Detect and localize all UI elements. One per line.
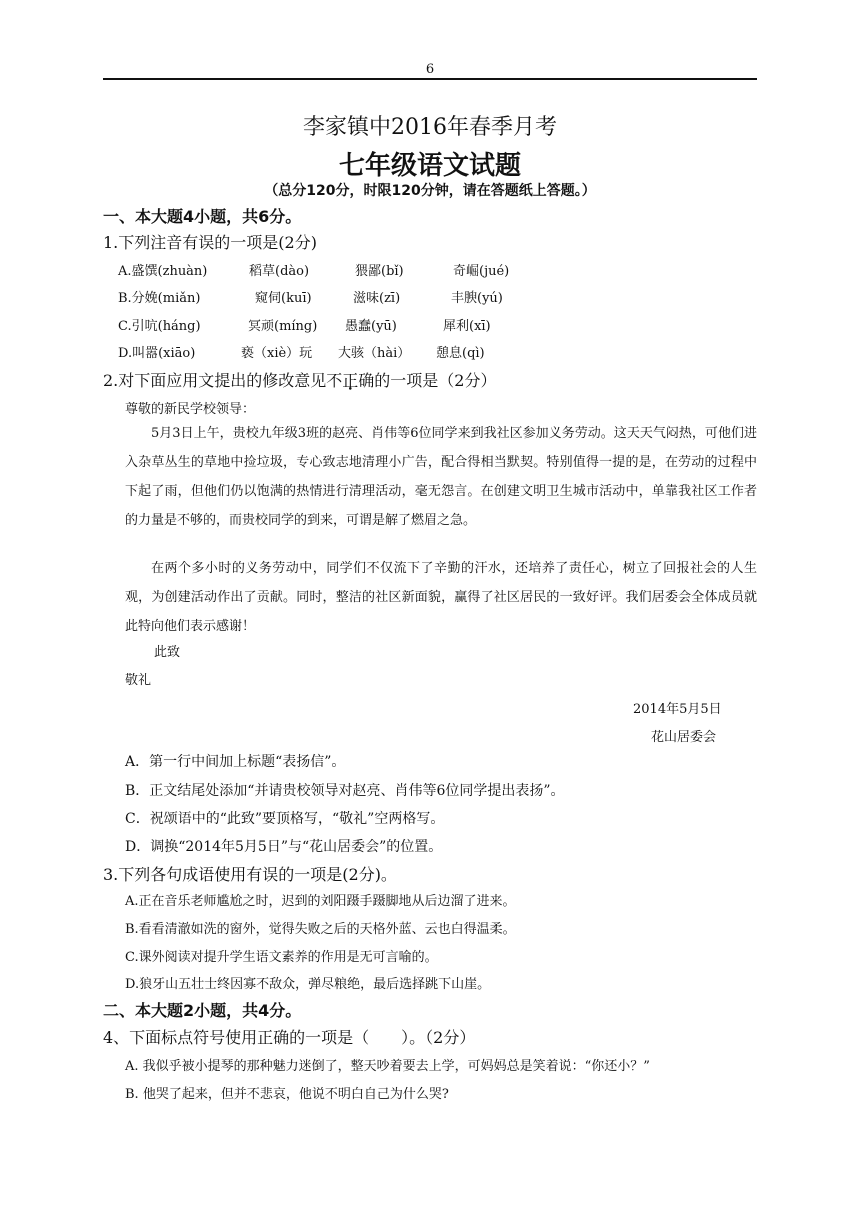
letter-closing-2: 敬礼 <box>125 673 152 688</box>
q1-option: C.引吭(háng) <box>118 319 201 334</box>
q3-choice-b: B.看看清澈如洗的窗外，觉得失败之后的天格外蓝、云也白得温柔。 <box>125 922 516 937</box>
q2-choice-b: B．正文结尾处添加“并请贵校领导对赵亮、肖伟等6位同学提出表扬”。 <box>125 783 565 799</box>
q3-choice-a: A.正在音乐老师尴尬之时，迟到的刘阳蹑手蹑脚地从后边溜了进来。 <box>125 894 516 909</box>
q2-stem-emphasis: 不正确 <box>326 371 375 390</box>
q2-stem <box>103 368 496 391</box>
section2-heading: 二、本大题2小题，共4分。 <box>103 1001 302 1020</box>
letter-salutation: 尊敬的新民学校领导： <box>125 402 256 417</box>
q2-stem-post: 的一项是（2分） <box>374 371 497 390</box>
q1-stem: 1.下列注音有误的一项是(2分) <box>103 233 317 252</box>
letter-signature: 花山居委会 <box>651 730 717 745</box>
letter-paragraph-1: 5月3日上午，贵校九年级3班的赵亮、肖伟等6位同学来到我社区参加义务劳动。这天天气闷热，可他们进入杂草丛生的草地中捡垃圾，专心致志地清理小广告，配合得相当默契。特别值得一提的是，在劳动的过程中下起了雨，但他们仍以饱满的热情进行清理活动，毫无怨言。在创建文明卫生城市活动中，单靠我社区工作者的力量是不够的，而贵校同学的到来，可谓是解了燃眉之急。 <box>125 426 757 528</box>
q2-choice-a: A．第一行中间加上标题“表扬信”。 <box>125 754 346 770</box>
q4-choice-b: B. 他哭了起来，但并不悲哀，他说不明白自己为什么哭? <box>125 1087 449 1102</box>
letter-closing-1: 此致 <box>154 645 181 660</box>
q2-choice-c: C．祝颂语中的“此致”要顶格写，“敬礼”空两格写。 <box>125 811 445 827</box>
q1-option: 憩息(qì) <box>436 346 485 361</box>
q3-stem: 3.下列各句成语使用有误的一项是(2分)。 <box>103 865 397 884</box>
q1-option: 犀利(xī) <box>443 319 491 334</box>
q1-option: 愚蠢(yū) <box>345 319 397 334</box>
q1-option: 冥顽(míng) <box>248 319 318 334</box>
q1-option: 猥鄙(bǐ) <box>355 264 404 279</box>
q1-option: B.分娩(miǎn) <box>118 291 201 306</box>
exam-title: 李家镇中2016年春季月考 <box>303 115 557 140</box>
q4-choice-a: A. 我似乎被小提琴的那种魅力迷倒了，整天吵着要去上学，可妈妈总是笑着说：“你还小？” <box>125 1059 650 1074</box>
q1-option: 滋味(zī) <box>353 291 401 306</box>
q1-option: 大骇（hài） <box>338 346 411 361</box>
q4-stem: 4、下面标点符号使用正确的一项是（ ）。（2分） <box>103 1028 476 1047</box>
q3-choice-c: C.课外阅读对提升学生语文素养的作用是无可言喻的。 <box>125 950 438 965</box>
q1-option: A.盛馔(zhuàn) <box>118 264 208 279</box>
section1-heading: 一、本大题4小题，共6分。 <box>103 207 302 226</box>
q2-stem-pre: 2.对下面应用文提出的修改意见 <box>103 371 327 390</box>
header-rule <box>103 78 757 80</box>
exam-instructions: （总分120分，时限120分钟，请在答题纸上答题。） <box>264 183 596 199</box>
q1-option: 稻草(dào) <box>249 264 310 279</box>
q2-choice-d: D．调换“2014年5月5日”与“花山居委会”的位置。 <box>125 839 443 855</box>
q1-option: 奇崛(jué) <box>453 264 510 279</box>
q1-option: 亵（xiè）玩 <box>241 346 313 361</box>
page-number: 6 <box>425 62 435 77</box>
subject-title: 七年级语文试题 <box>338 151 521 181</box>
q3-choice-d: D.狼牙山五壮士终因寡不敌众，弹尽粮绝，最后选择跳下山崖。 <box>125 977 491 992</box>
letter-date: 2014年5月5日 <box>633 702 722 717</box>
letter-paragraph-2: 在两个多小时的义务劳动中，同学们不仅流下了辛勤的汗水，还培养了责任心，树立了回报社会的人生观，为创建活动作出了贡献。同时，整洁的社区新面貌，赢得了社区居民的一致好评。我们居委会全体成员就此特向他们表示感谢！ <box>125 561 757 634</box>
q1-option: 丰腴(yú) <box>451 291 503 306</box>
q1-option: 窥伺(kuī) <box>255 291 312 306</box>
q1-option: D.叫嚣(xiāo) <box>118 346 196 361</box>
